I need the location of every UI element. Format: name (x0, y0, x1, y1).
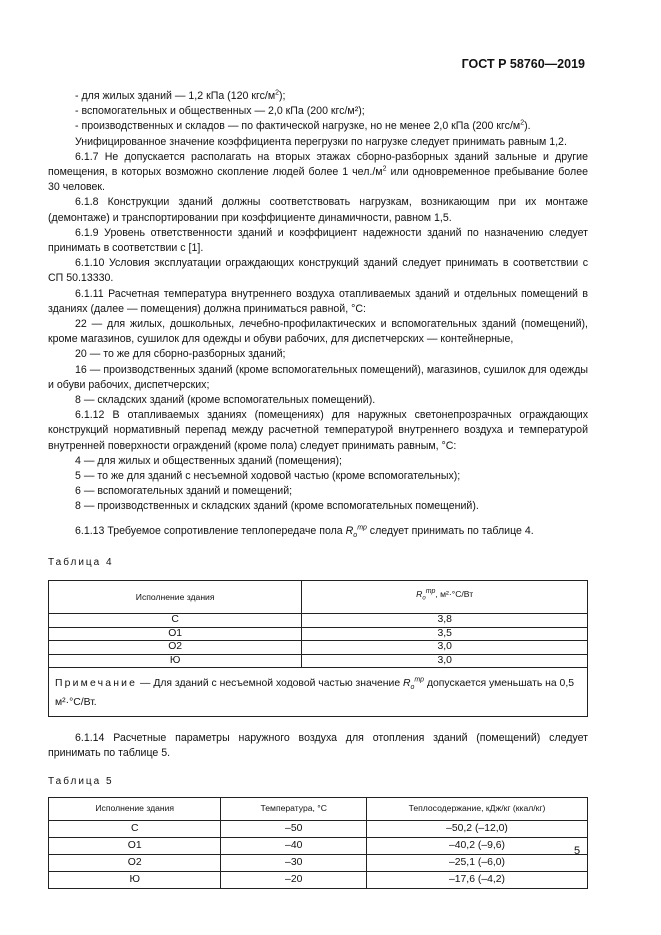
paragraph: Унифицированное значение коэффициента перегрузки по нагрузке следует принимать равным 1,2. (75, 135, 567, 148)
paragraph-6-1-13: 6.1.13 Требуемое сопротивление теплопередаче пола $R_о^{тр}$ следует принимать по таблице 4. (75, 524, 534, 539)
column-header: $R_о^{тр}$, м²·°С/Вт (302, 581, 588, 614)
list-item: - вспомогательных и общественных — 2,0 кПа (200 кгс/м²); (75, 105, 365, 118)
column-header: Температура, °С (221, 797, 367, 820)
paragraph-6-1-11: 6.1.11 Расчетная температура внутреннего воздуха отапливаемых зданий и отдельных помещений в зданиях (далее — помещения) должна приниматься равной, °С: (48, 287, 588, 315)
list-item: 20 — то же для сборно-разборных зданий; (75, 348, 286, 361)
list-item: 22 — для жилых, дошкольных, лечебно-профилактических и вспомогательных зданий (помещений), кроме магазинов, сушилок для одежды и обуви рабочих, для диспетчерских — контейнерные, (48, 318, 588, 346)
paragraph-6-1-9: 6.1.9 Уровень ответственности зданий и коэффициент надежности зданий по назначению следует принимать в соответствии с [1]. (48, 226, 588, 255)
table-row: О2 3,0 (49, 641, 588, 655)
table-5-caption: Таблица 5 (48, 775, 114, 787)
r-symbol: $R_о^{тр}$ (345, 524, 367, 539)
paragraph-6-1-14: 6.1.14 Расчетные параметры наружного воздуха для отопления зданий (помещений) следует принимать по таблице 5. (48, 732, 588, 760)
column-header: Теплосодержание, кДж/кг (ккал/кг) (366, 797, 587, 820)
document-header: ГОСТ Р 58760—2019 (461, 57, 585, 71)
table-row: Ю –20 –17,6 (–4,2) (49, 871, 588, 888)
list-item: 16 — производственных зданий (кроме вспомогательных помещений), магазинов, сушилок для одежды и обуви рабочих, диспетчерских; (48, 363, 588, 391)
page-body (48, 89, 588, 889)
table-note: Примечание — Для зданий с несъемной ходовой частью значение $R_о^{тр}$ допускается уменьшать на 0,5 м²·°С/Вт. (49, 668, 588, 717)
table-5 (48, 797, 588, 889)
table-row: О1 3,5 (49, 627, 588, 641)
list-item: 4 — для жилых и общественных зданий (помещения); (75, 454, 342, 467)
list-item: 8 — складских зданий (кроме вспомогательных помещений). (75, 394, 376, 407)
table-4 (48, 580, 588, 717)
paragraph-6-1-8: 6.1.8 Конструкции зданий должны соответствовать нагрузкам, возникающим при их монтаже (демонтаже) и транспортировании при коэффициенте динамичности, равном 1,5. (48, 196, 588, 224)
paragraph-6-1-7: 6.1.7 Не допускается располагать на вторых этажах сборно-разборных зданий зальные и другие помещения, в которых возможно скопление людей более 1 $чел./м^2$ или одновременное пребывание более 30 человек. (48, 150, 588, 194)
column-header: Исполнение здания (49, 797, 221, 820)
table-row: С –50 –50,2 (–12,0) (49, 820, 588, 837)
column-header: Исполнение здания (49, 581, 302, 614)
list-item: 6 — вспомогательных зданий и помещений; (75, 485, 293, 498)
table-row: С 3,8 (49, 614, 588, 628)
list-item: - для жилых зданий — 1,2 кПа (120 кгс/$м^2$); (75, 89, 286, 102)
page-number: 5 (574, 845, 581, 857)
list-item: 5 — то же для зданий с несъемной ходовой частью (кроме вспомогательных); (75, 470, 461, 483)
table-row: О1 –40 –40,2 (–9,6) (49, 837, 588, 854)
list-item: - производственных и складов — по фактической нагрузке, но не менее 2,0 кПа (200 кгс/$м^2$). (75, 119, 531, 133)
table-row: О2 –30 –25,1 (–6,0) (49, 854, 588, 871)
table-row: Ю 3,0 (49, 654, 588, 668)
paragraph-6-1-10: 6.1.10 Условия эксплуатации ограждающих конструкций зданий следует принимать в соответствии с СП 50.13330. (48, 257, 588, 285)
table-4-caption: Таблица 4 (48, 557, 114, 568)
paragraph-6-1-12: 6.1.12 В отапливаемых зданиях (помещениях) для наружных светонепрозрачных ограждающих конструкций нормативный перепад между расчетной температурой внутреннего воздуха и температурой внутренней поверхности ограждений (кроме пола) следует принимать равным, °С: (48, 409, 588, 452)
list-item: 8 — производственных и складских зданий (кроме вспомогательных помещений). (75, 500, 479, 513)
